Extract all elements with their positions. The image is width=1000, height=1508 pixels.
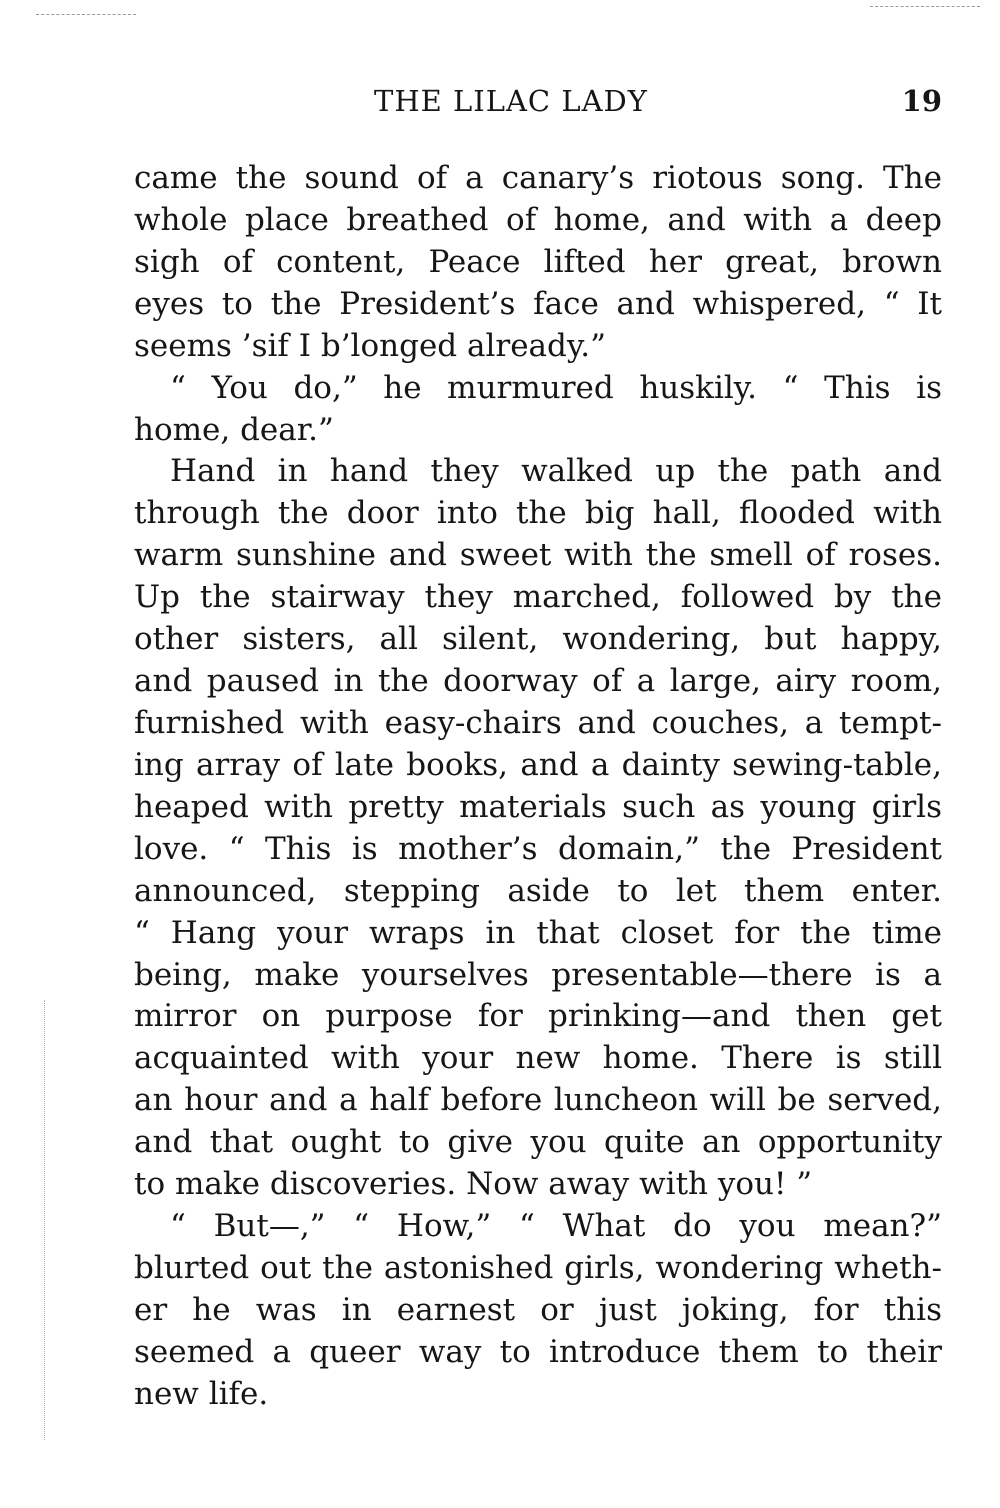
text-line: announced, stepping aside to let them enter. [134, 872, 942, 909]
scan-edge-mark [44, 1000, 45, 1440]
running-title: THE LILAC LADY [374, 84, 648, 118]
text-line: er he was in earnest or just joking, for this [134, 1291, 942, 1328]
text-line: eyes to the President’s face and whispered, “ It [134, 285, 942, 322]
text-line: home, dear.” [134, 411, 334, 448]
text-line: came the sound of a canary’s riotous song. The [134, 160, 942, 196]
text-line: “ Hang your wraps in that closet for the time [134, 914, 942, 951]
text-line: warm sunshine and sweet with the smell of roses. [134, 537, 942, 574]
text-line: seems ’sif I b’longed already.” [134, 327, 606, 364]
text-line: love. “ This is mother’s domain,” the President [134, 830, 942, 867]
text-line: ing array of late books, and a dainty sewing-table, [134, 746, 942, 783]
text-line: an hour and a half before luncheon will be served, [134, 1082, 942, 1119]
body-text [134, 158, 942, 1416]
text-line: blurted out the astonished girls, wondering wheth- [134, 1249, 942, 1286]
text-line: whole place breathed of home, and with a deep [134, 201, 942, 238]
text-line: and that ought to give you quite an opportunity [134, 1124, 942, 1161]
scan-edge-mark [36, 14, 136, 15]
text-line: other sisters, all silent, wondering, but happy, [134, 621, 942, 658]
text-line: seemed a queer way to introduce them to their [134, 1333, 942, 1370]
text-line: “ But—,” “ How,” “ What do you mean?” [170, 1208, 942, 1245]
text-line: through the door into the big hall, flooded with [134, 495, 942, 532]
text-line: new life. [134, 1375, 269, 1412]
running-head [134, 84, 944, 118]
text-line: and paused in the doorway of a large, airy room, [134, 663, 942, 700]
text-line: “ You do,” he murmured huskily. “ This is [170, 369, 942, 406]
text-line: Hand in hand they walked up the path and [170, 453, 942, 490]
text-line: acquainted with your new home. There is still [134, 1040, 942, 1077]
text-line: furnished with easy-chairs and couches, a tempt- [134, 704, 942, 741]
text-line: Up the stairway they marched, followed by the [134, 579, 942, 616]
text-line: heaped with pretty materials such as young girls [134, 788, 942, 825]
page-number: 19 [901, 84, 942, 118]
scan-edge-mark [870, 6, 980, 7]
text-line: sigh of content, Peace lifted her great, brown [134, 243, 942, 280]
text-line: being, make yourselves presentable—there is a [134, 956, 942, 993]
text-line: mirror on purpose for prinking—and then get [134, 998, 942, 1035]
text-line: to make discoveries. Now away with you! ” [134, 1166, 813, 1203]
